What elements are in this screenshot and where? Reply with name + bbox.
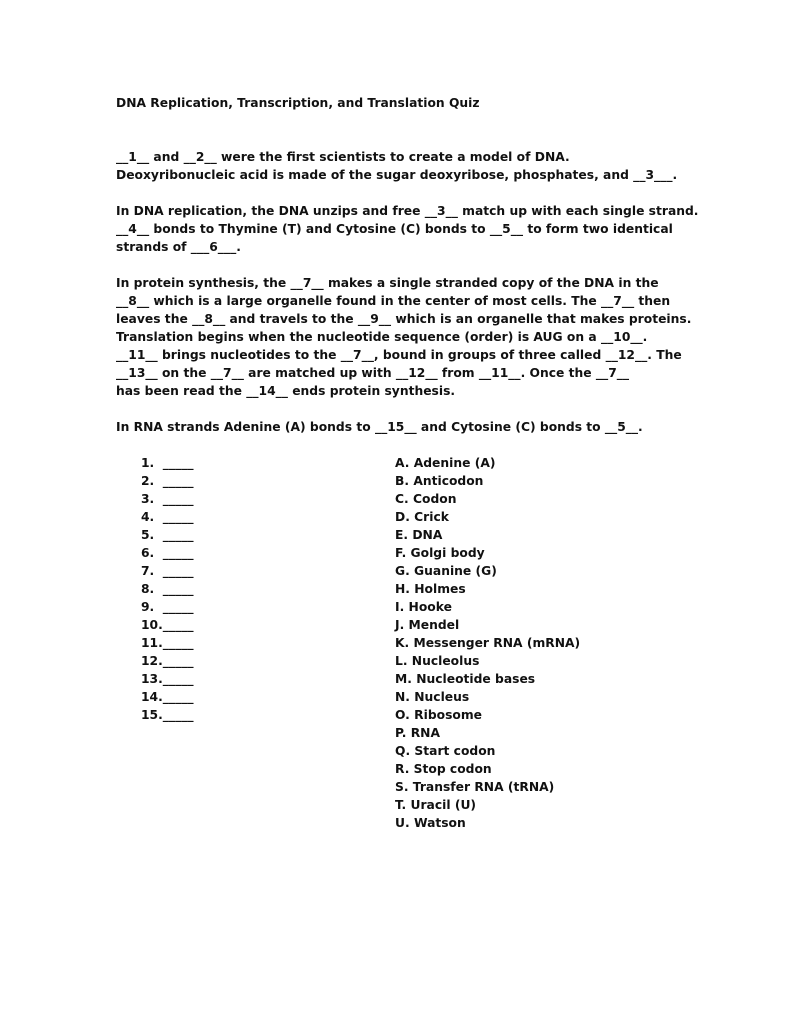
answer-option: E. DNA	[395, 528, 443, 542]
answer-option: S. Transfer RNA (tRNA)	[395, 780, 555, 794]
answer-blank: 7. _____	[141, 564, 194, 578]
answer-option: I. Hooke	[395, 600, 452, 614]
answer-blank: 13._____	[141, 672, 194, 686]
paragraph-3-line: has been read the __14__ ends protein synthesis.	[116, 384, 456, 398]
answer-blank: 15._____	[141, 708, 194, 722]
quiz-title: DNA Replication, Transcription, and Translation Quiz	[116, 96, 480, 110]
answer-blank: 12._____	[141, 654, 194, 668]
paragraph-1-line: Deoxyribonucleic acid is made of the sugar deoxyribose, phosphates, and __3___.	[116, 168, 678, 182]
answer-option: C. Codon	[395, 492, 457, 506]
answer-blank: 14._____	[141, 690, 194, 704]
answer-option: R. Stop codon	[395, 762, 492, 776]
answer-option: J. Mendel	[395, 618, 460, 632]
paragraph-3-line: __8__ which is a large organelle found in the center of most cells. The __7__ then	[116, 294, 671, 308]
answer-blank: 6. _____	[141, 546, 194, 560]
paragraph-4-line: In RNA strands Adenine (A) bonds to __15__ and Cytosine (C) bonds to __5__.	[116, 420, 643, 434]
answer-blank: 10._____	[141, 618, 194, 632]
paragraph-3-line: __11__ brings nucleotides to the __7__, bound in groups of three called __12__. The	[116, 348, 682, 362]
answer-option: T. Uracil (U)	[395, 798, 477, 812]
answer-blank: 2. _____	[141, 474, 194, 488]
answer-blank: 8. _____	[141, 582, 194, 596]
answer-option: B. Anticodon	[395, 474, 484, 488]
answer-blank: 4. _____	[141, 510, 194, 524]
paragraph-2-line: strands of ___6___.	[116, 240, 241, 254]
answer-option: N. Nucleus	[395, 690, 470, 704]
answer-blank: 11._____	[141, 636, 194, 650]
answer-option: H. Holmes	[395, 582, 466, 596]
answer-option: A. Adenine (A)	[395, 456, 496, 470]
answer-option: U. Watson	[395, 816, 466, 830]
answer-option: K. Messenger RNA (mRNA)	[395, 636, 581, 650]
answer-option: L. Nucleolus	[395, 654, 480, 668]
paragraph-3-line: In protein synthesis, the __7__ makes a single stranded copy of the DNA in the	[116, 276, 659, 290]
answer-option: D. Crick	[395, 510, 449, 524]
paragraph-2-line: __4__ bonds to Thymine (T) and Cytosine (C) bonds to __5__ to form two identical	[116, 222, 673, 236]
paragraph-3-line: Translation begins when the nucleotide sequence (order) is AUG on a __10__.	[116, 330, 648, 344]
answer-option: G. Guanine (G)	[395, 564, 497, 578]
answer-blank: 5. _____	[141, 528, 194, 542]
answer-option: O. Ribosome	[395, 708, 482, 722]
answer-blank: 9. _____	[141, 600, 194, 614]
paragraph-2-line: In DNA replication, the DNA unzips and free __3__ match up with each single strand.	[116, 204, 699, 218]
answer-blank: 1. _____	[141, 456, 194, 470]
answer-option: F. Golgi body	[395, 546, 485, 560]
answer-blank: 3. _____	[141, 492, 194, 506]
paragraph-1-line: __1__ and __2__ were the first scientists to create a model of DNA.	[116, 150, 570, 164]
paragraph-3-line: __13__ on the __7__ are matched up with __12__ from __11__. Once the __7__	[116, 366, 630, 380]
answer-option: P. RNA	[395, 726, 440, 740]
paragraph-3-line: leaves the __8__ and travels to the __9__ which is an organelle that makes proteins.	[116, 312, 692, 326]
answer-option: M. Nucleotide bases	[395, 672, 536, 686]
answer-option: Q. Start codon	[395, 744, 496, 758]
